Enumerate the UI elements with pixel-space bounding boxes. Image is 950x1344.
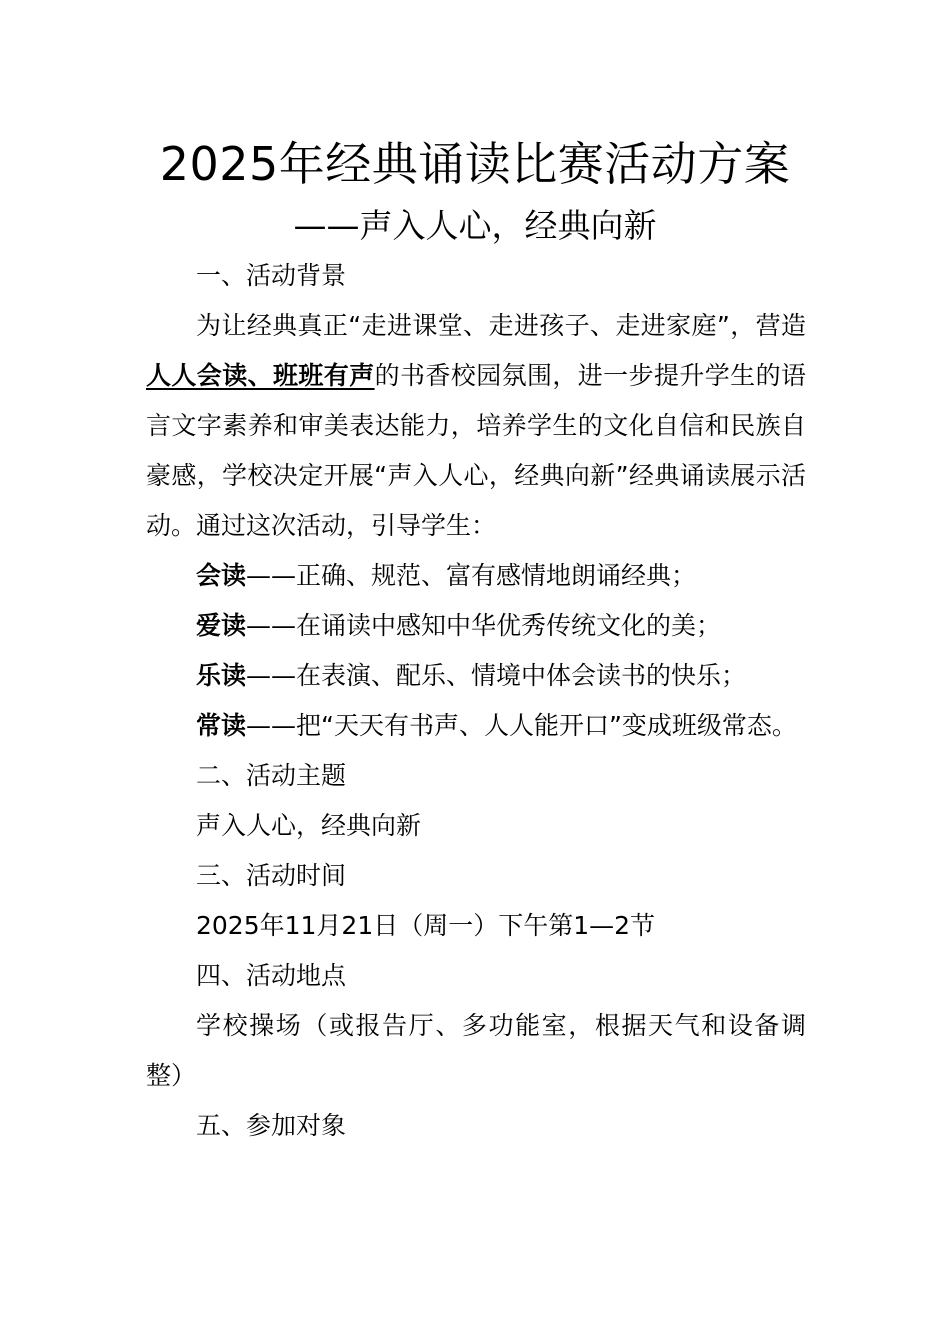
section-heading-background: 一、活动背景 bbox=[196, 261, 347, 290]
document-title: 2025年经典诵读比赛活动方案 bbox=[159, 137, 791, 191]
goal-item bbox=[146, 601, 806, 651]
section-heading-time: 三、活动时间 bbox=[196, 861, 347, 890]
theme-text: 声入人心，经典向新 bbox=[196, 811, 422, 840]
background-paragraph bbox=[146, 301, 806, 551]
section-heading-location: 四、活动地点 bbox=[196, 961, 347, 990]
goal-term: 会读 bbox=[196, 561, 247, 590]
background-emphasis: 人人会读、班班有声 bbox=[146, 361, 375, 390]
goal-term: 乐读 bbox=[196, 661, 247, 690]
goal-item bbox=[146, 551, 806, 601]
location-text: 学校操场（或报告厅、多功能室，根据天气和设备调整） bbox=[146, 1011, 806, 1090]
goal-text: ——把“天天有书声、人人能开口”变成班级常态。 bbox=[246, 711, 797, 740]
document-subtitle: ——声入人心，经典向新 bbox=[293, 206, 657, 245]
goal-text: ——在诵读中感知中华优秀传统文化的美； bbox=[246, 611, 722, 640]
time-text: 2025年11月21日（周一）下午第1—2节 bbox=[196, 911, 656, 940]
background-text-a: 为让经典真正“走进课堂、走进孩子、走进家庭”，营造 bbox=[196, 311, 806, 340]
goal-item bbox=[146, 651, 806, 701]
section-heading-theme: 二、活动主题 bbox=[196, 761, 347, 790]
section-heading-participants: 五、参加对象 bbox=[196, 1111, 347, 1140]
goal-text: ——在表演、配乐、情境中体会读书的快乐； bbox=[246, 661, 747, 690]
background-text-b: 的书香校园氛围，进一步提升学生的语言文字素养和审美表达能力，培养学生的文化自信和民族自豪感，学校决定开展“声入人心，经典向新”经典诵读展示活动。通过这次活动，引导学生： bbox=[146, 361, 806, 540]
goal-item bbox=[146, 701, 806, 751]
goal-term: 爱读 bbox=[196, 611, 247, 640]
document-body bbox=[146, 251, 806, 1151]
goal-text: ——正确、规范、富有感情地朗诵经典； bbox=[246, 561, 697, 590]
goal-term: 常读 bbox=[196, 711, 247, 740]
